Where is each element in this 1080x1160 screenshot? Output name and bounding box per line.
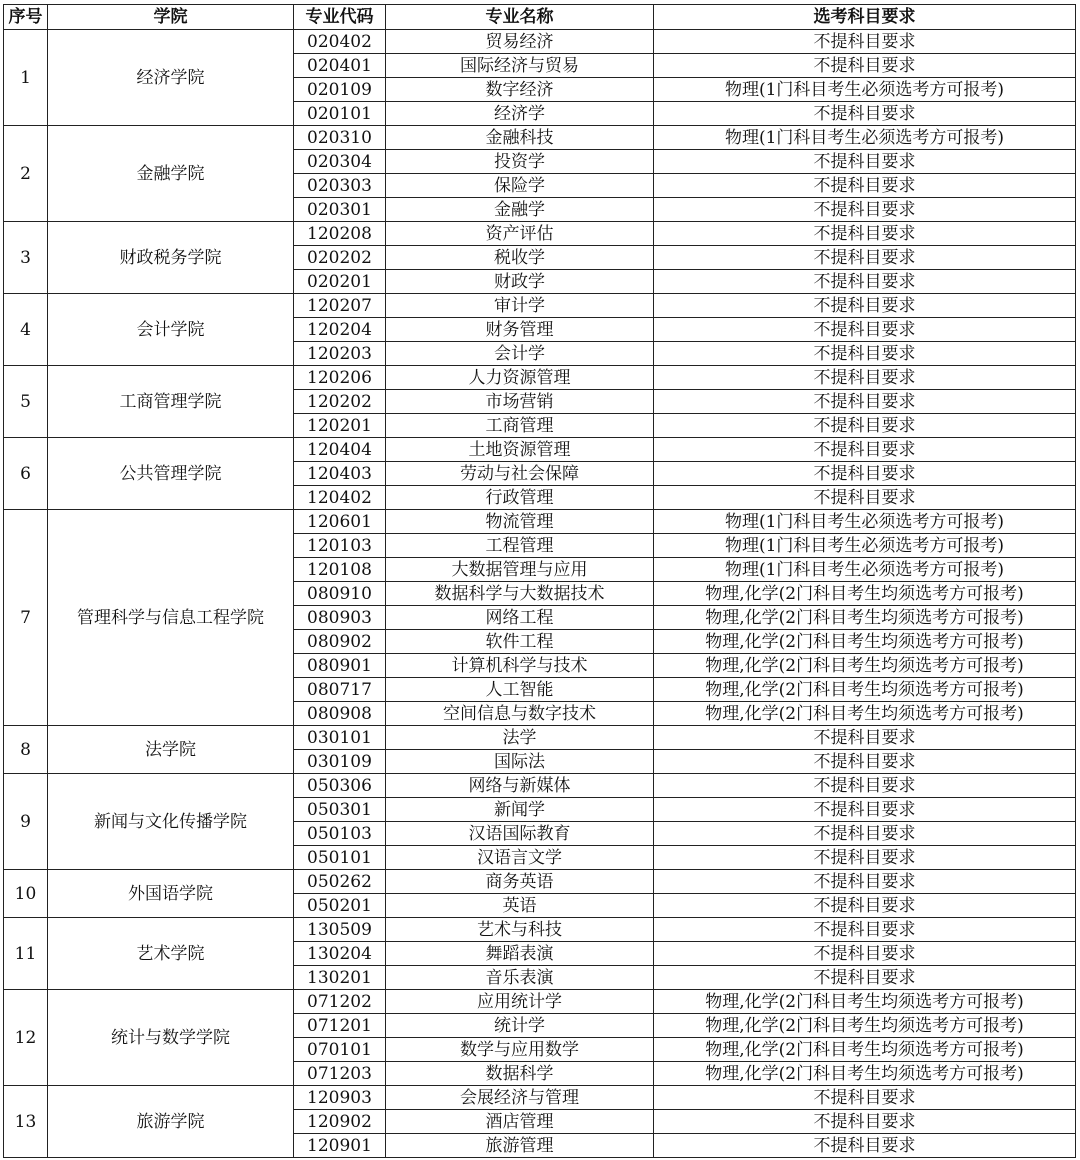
major-code: 080908 <box>294 702 386 726</box>
college-seq: 10 <box>4 870 48 918</box>
major-name: 会展经济与管理 <box>386 1086 654 1110</box>
major-requirement: 不提科目要求 <box>654 30 1076 54</box>
major-code: 080903 <box>294 606 386 630</box>
major-requirement: 不提科目要求 <box>654 366 1076 390</box>
major-requirement: 不提科目要求 <box>654 462 1076 486</box>
table-row <box>4 30 1076 54</box>
major-code: 020202 <box>294 246 386 270</box>
major-requirement: 不提科目要求 <box>654 222 1076 246</box>
major-name: 人力资源管理 <box>386 366 654 390</box>
college-name: 艺术学院 <box>48 918 294 990</box>
major-requirement: 物理,化学(2门科目考生均须选考方可报考) <box>654 630 1076 654</box>
major-name: 网络工程 <box>386 606 654 630</box>
college-name: 统计与数学学院 <box>48 990 294 1086</box>
header-row <box>4 5 1076 30</box>
major-name: 新闻学 <box>386 798 654 822</box>
major-code: 120404 <box>294 438 386 462</box>
college-name: 工商管理学院 <box>48 366 294 438</box>
table-row <box>4 366 1076 390</box>
major-requirement: 不提科目要求 <box>654 390 1076 414</box>
college-name: 外国语学院 <box>48 870 294 918</box>
college-seq: 13 <box>4 1086 48 1158</box>
college-seq: 1 <box>4 30 48 126</box>
major-name: 空间信息与数字技术 <box>386 702 654 726</box>
major-code: 071201 <box>294 1014 386 1038</box>
major-name: 物流管理 <box>386 510 654 534</box>
major-requirement: 不提科目要求 <box>654 174 1076 198</box>
major-code: 030109 <box>294 750 386 774</box>
major-code: 050101 <box>294 846 386 870</box>
major-requirement: 物理,化学(2门科目考生均须选考方可报考) <box>654 1062 1076 1086</box>
table-row <box>4 726 1076 750</box>
major-requirement: 不提科目要求 <box>654 894 1076 918</box>
major-requirement: 不提科目要求 <box>654 774 1076 798</box>
table-row <box>4 870 1076 894</box>
major-code: 080901 <box>294 654 386 678</box>
major-requirement: 不提科目要求 <box>654 438 1076 462</box>
major-code: 050301 <box>294 798 386 822</box>
major-code: 130201 <box>294 966 386 990</box>
major-name: 数字经济 <box>386 78 654 102</box>
college-name: 新闻与文化传播学院 <box>48 774 294 870</box>
major-requirement: 不提科目要求 <box>654 942 1076 966</box>
major-code: 120903 <box>294 1086 386 1110</box>
table-row <box>4 294 1076 318</box>
major-code: 020304 <box>294 150 386 174</box>
college-seq: 3 <box>4 222 48 294</box>
major-requirement: 不提科目要求 <box>654 726 1076 750</box>
major-code: 020402 <box>294 30 386 54</box>
college-name: 财政税务学院 <box>48 222 294 294</box>
header-college: 学院 <box>48 5 294 30</box>
major-code: 020401 <box>294 54 386 78</box>
major-code: 130204 <box>294 942 386 966</box>
major-code: 120901 <box>294 1134 386 1158</box>
college-name: 金融学院 <box>48 126 294 222</box>
major-code: 120203 <box>294 342 386 366</box>
major-code: 071202 <box>294 990 386 1014</box>
major-name: 数据科学与大数据技术 <box>386 582 654 606</box>
major-name: 应用统计学 <box>386 990 654 1014</box>
major-name: 数据科学 <box>386 1062 654 1086</box>
college-seq: 5 <box>4 366 48 438</box>
major-code: 020101 <box>294 102 386 126</box>
major-requirement: 物理,化学(2门科目考生均须选考方可报考) <box>654 654 1076 678</box>
major-requirement: 物理(1门科目考生必须选考方可报考) <box>654 510 1076 534</box>
table-row <box>4 990 1076 1014</box>
major-name: 数学与应用数学 <box>386 1038 654 1062</box>
major-name: 旅游管理 <box>386 1134 654 1158</box>
major-requirement: 不提科目要求 <box>654 342 1076 366</box>
major-requirement: 不提科目要求 <box>654 846 1076 870</box>
major-code: 050103 <box>294 822 386 846</box>
major-name: 工程管理 <box>386 534 654 558</box>
major-code: 020301 <box>294 198 386 222</box>
major-requirement: 不提科目要求 <box>654 150 1076 174</box>
major-name: 国际经济与贸易 <box>386 54 654 78</box>
major-code: 120402 <box>294 486 386 510</box>
majors-requirements-table <box>3 4 1076 1158</box>
major-code: 120208 <box>294 222 386 246</box>
header-seq: 序号 <box>4 5 48 30</box>
major-requirement: 不提科目要求 <box>654 198 1076 222</box>
major-requirement: 物理,化学(2门科目考生均须选考方可报考) <box>654 678 1076 702</box>
major-code: 020109 <box>294 78 386 102</box>
major-requirement: 不提科目要求 <box>654 1086 1076 1110</box>
major-requirement: 物理(1门科目考生必须选考方可报考) <box>654 126 1076 150</box>
table-row <box>4 774 1076 798</box>
major-code: 120103 <box>294 534 386 558</box>
major-requirement: 不提科目要求 <box>654 294 1076 318</box>
major-name: 英语 <box>386 894 654 918</box>
major-name: 财政学 <box>386 270 654 294</box>
college-seq: 12 <box>4 990 48 1086</box>
major-name: 税收学 <box>386 246 654 270</box>
college-seq: 6 <box>4 438 48 510</box>
major-code: 070101 <box>294 1038 386 1062</box>
major-name: 贸易经济 <box>386 30 654 54</box>
major-requirement: 物理(1门科目考生必须选考方可报考) <box>654 78 1076 102</box>
major-name: 经济学 <box>386 102 654 126</box>
major-name: 汉语言文学 <box>386 846 654 870</box>
major-requirement: 物理,化学(2门科目考生均须选考方可报考) <box>654 702 1076 726</box>
table-row <box>4 918 1076 942</box>
college-seq: 11 <box>4 918 48 990</box>
major-name: 财务管理 <box>386 318 654 342</box>
table-row <box>4 222 1076 246</box>
major-name: 网络与新媒体 <box>386 774 654 798</box>
major-code: 120601 <box>294 510 386 534</box>
major-code: 120108 <box>294 558 386 582</box>
major-code: 080910 <box>294 582 386 606</box>
major-name: 酒店管理 <box>386 1110 654 1134</box>
major-code: 080902 <box>294 630 386 654</box>
college-name: 法学院 <box>48 726 294 774</box>
major-requirement: 物理(1门科目考生必须选考方可报考) <box>654 534 1076 558</box>
table-row <box>4 126 1076 150</box>
major-code: 050262 <box>294 870 386 894</box>
major-code: 020201 <box>294 270 386 294</box>
major-name: 音乐表演 <box>386 966 654 990</box>
major-code: 071203 <box>294 1062 386 1086</box>
major-code: 120202 <box>294 390 386 414</box>
major-name: 舞蹈表演 <box>386 942 654 966</box>
major-requirement: 物理,化学(2门科目考生均须选考方可报考) <box>654 606 1076 630</box>
major-requirement: 不提科目要求 <box>654 966 1076 990</box>
major-requirement: 不提科目要求 <box>654 486 1076 510</box>
major-requirement: 不提科目要求 <box>654 1134 1076 1158</box>
table-row <box>4 438 1076 462</box>
major-requirement: 不提科目要求 <box>654 246 1076 270</box>
table-row <box>4 510 1076 534</box>
major-code: 120207 <box>294 294 386 318</box>
header-major: 专业名称 <box>386 5 654 30</box>
major-requirement: 物理,化学(2门科目考生均须选考方可报考) <box>654 1014 1076 1038</box>
college-name: 管理科学与信息工程学院 <box>48 510 294 726</box>
major-requirement: 不提科目要求 <box>654 318 1076 342</box>
college-name: 会计学院 <box>48 294 294 366</box>
major-name: 汉语国际教育 <box>386 822 654 846</box>
major-name: 软件工程 <box>386 630 654 654</box>
major-name: 计算机科学与技术 <box>386 654 654 678</box>
major-code: 050201 <box>294 894 386 918</box>
major-name: 保险学 <box>386 174 654 198</box>
major-name: 人工智能 <box>386 678 654 702</box>
major-code: 120902 <box>294 1110 386 1134</box>
major-requirement: 不提科目要求 <box>654 1110 1076 1134</box>
major-name: 法学 <box>386 726 654 750</box>
major-requirement: 不提科目要求 <box>654 270 1076 294</box>
major-name: 工商管理 <box>386 414 654 438</box>
major-requirement: 不提科目要求 <box>654 798 1076 822</box>
major-code: 120206 <box>294 366 386 390</box>
major-name: 大数据管理与应用 <box>386 558 654 582</box>
major-name: 国际法 <box>386 750 654 774</box>
college-seq: 2 <box>4 126 48 222</box>
major-code: 080717 <box>294 678 386 702</box>
college-name: 公共管理学院 <box>48 438 294 510</box>
college-name: 旅游学院 <box>48 1086 294 1158</box>
major-name: 土地资源管理 <box>386 438 654 462</box>
major-name: 金融学 <box>386 198 654 222</box>
major-requirement: 不提科目要求 <box>654 918 1076 942</box>
major-name: 投资学 <box>386 150 654 174</box>
major-name: 审计学 <box>386 294 654 318</box>
major-requirement: 不提科目要求 <box>654 822 1076 846</box>
major-name: 商务英语 <box>386 870 654 894</box>
major-requirement: 物理(1门科目考生必须选考方可报考) <box>654 558 1076 582</box>
major-name: 统计学 <box>386 1014 654 1038</box>
major-requirement: 不提科目要求 <box>654 54 1076 78</box>
major-code: 120204 <box>294 318 386 342</box>
major-name: 艺术与科技 <box>386 918 654 942</box>
major-name: 金融科技 <box>386 126 654 150</box>
major-requirement: 不提科目要求 <box>654 870 1076 894</box>
header-code: 专业代码 <box>294 5 386 30</box>
header-requirement: 选考科目要求 <box>654 5 1076 30</box>
table-row <box>4 1086 1076 1110</box>
major-requirement: 不提科目要求 <box>654 414 1076 438</box>
college-seq: 9 <box>4 774 48 870</box>
major-name: 资产评估 <box>386 222 654 246</box>
college-seq: 4 <box>4 294 48 366</box>
college-name: 经济学院 <box>48 30 294 126</box>
college-seq: 8 <box>4 726 48 774</box>
major-requirement: 不提科目要求 <box>654 750 1076 774</box>
major-name: 会计学 <box>386 342 654 366</box>
major-code: 020303 <box>294 174 386 198</box>
major-code: 120201 <box>294 414 386 438</box>
major-requirement: 物理,化学(2门科目考生均须选考方可报考) <box>654 1038 1076 1062</box>
major-code: 050306 <box>294 774 386 798</box>
major-code: 030101 <box>294 726 386 750</box>
major-name: 劳动与社会保障 <box>386 462 654 486</box>
major-code: 120403 <box>294 462 386 486</box>
major-requirement: 物理,化学(2门科目考生均须选考方可报考) <box>654 990 1076 1014</box>
table-body <box>4 30 1076 1158</box>
major-requirement: 不提科目要求 <box>654 102 1076 126</box>
major-code: 130509 <box>294 918 386 942</box>
major-name: 市场营销 <box>386 390 654 414</box>
major-name: 行政管理 <box>386 486 654 510</box>
major-code: 020310 <box>294 126 386 150</box>
major-requirement: 物理,化学(2门科目考生均须选考方可报考) <box>654 582 1076 606</box>
college-seq: 7 <box>4 510 48 726</box>
